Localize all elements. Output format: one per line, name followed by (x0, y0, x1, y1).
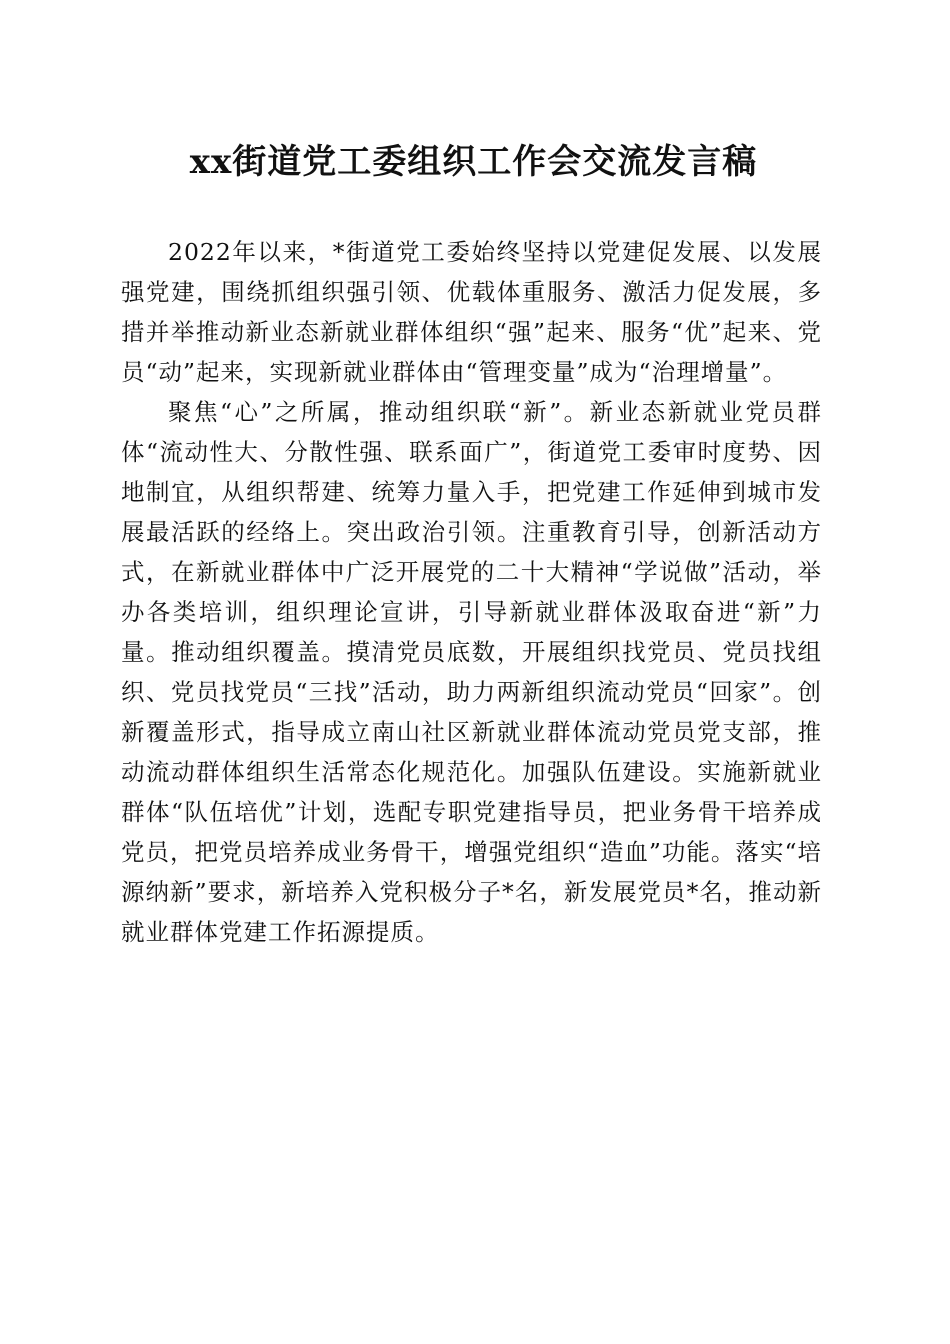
paragraph-organization: 聚焦“心”之所属，推动组织联“新”。新业态新就业党员群体“流动性大、分散性强、联系面广”，街道党工委审时度势、因地制宜，从组织帮建、统筹力量入手，把党建工作延伸到城市发展最活跃的经络上。突出政治引领。注重教育引导，创新活动方式，在新就业群体中广泛开展党的二十大精神“学说做”活动，举办各类培训，组织理论宣讲，引导新就业群体汲取奋进“新”力量。推动组织覆盖。摸清党员底数，开展组织找党员、党员找组织、党员找党员“三找”活动，助力两新组织流动党员“回家”。创新覆盖形式，指导成立南山社区新就业群体流动党员党支部，推动流动群体组织生活常态化规范化。加强队伍建设。实施新就业群体“队伍培优”计划，选配专职党建指导员，把业务骨干培养成党员，把党员培养成业务骨干，增强党组织“造血”功能。落实“培源纳新”要求，新培养入党积极分子*名，新发展党员*名，推动新就业群体党建工作拓源提质。 (121, 398, 822, 946)
paragraph-intro: 2022年以来，*街道党工委始终坚持以党建促发展、以发展强党建，围绕抓组织强引领、优载体重服务、激活力促发展，多措并举推动新业态新就业群体组织“强”起来、服务“优”起来、党员“动”起来，实现新就业群体由“管理变量”成为“治理增量”。 (121, 238, 822, 386)
document-title: xx街道党工委组织工作会交流发言稿 (189, 142, 758, 182)
document-body (121, 232, 822, 952)
